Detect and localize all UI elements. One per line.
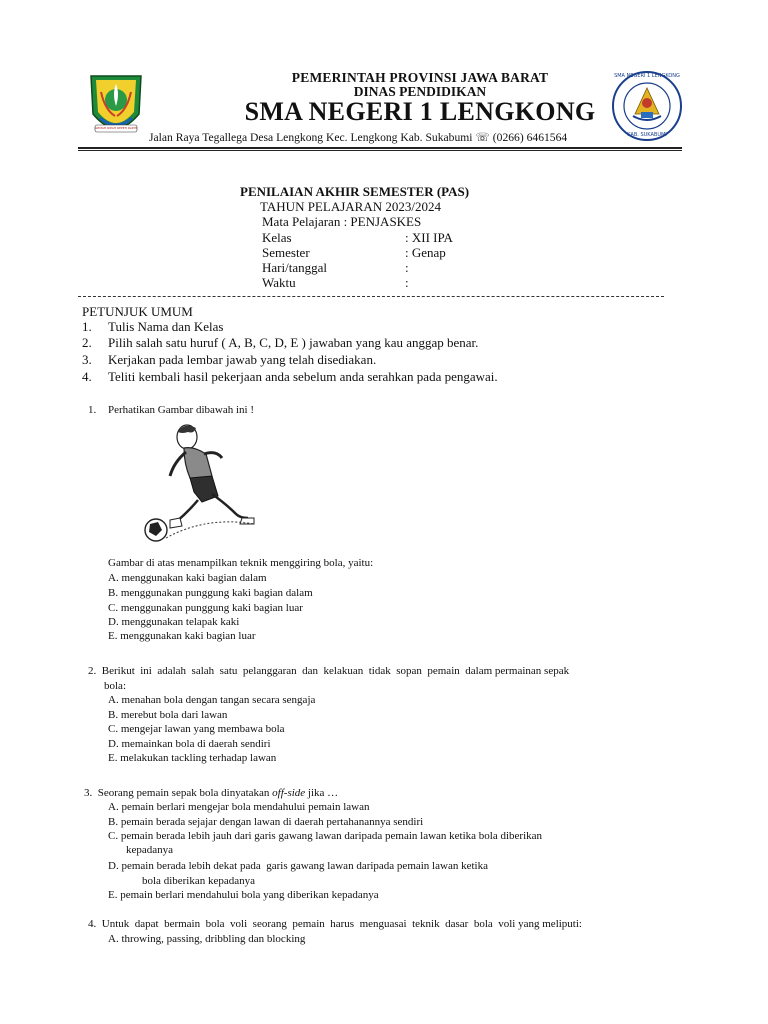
header-government: PEMERINTAH PROVINSI JAWA BARAT bbox=[291, 70, 549, 85]
q2-option-c[interactable]: C. mengejar lawan yang membawa bola bbox=[108, 723, 285, 735]
q1-option-c[interactable]: C. menggunakan punggung kaki bagian luar bbox=[108, 602, 303, 614]
q3-option-c[interactable]: C. pemain berada lebih jauh dari garis gawang lawan daripada pemain lawan ketika bola diberikan bbox=[108, 830, 543, 842]
q1-number: 1. bbox=[88, 404, 97, 416]
q4-prompt: 4. Untuk dapat bermain bola voli seorang pemain harus menguasai teknik dasar bola voli yang meliputi: bbox=[88, 918, 582, 930]
instruction-number: 4. bbox=[82, 369, 92, 384]
header-rule-thin bbox=[78, 150, 682, 151]
instruction-text: Pilih salah satu huruf ( A, B, C, D, E ) jawaban yang kau anggap benar. bbox=[108, 335, 479, 350]
exam-title: PENILAIAN AKHIR SEMESTER (PAS) bbox=[240, 184, 470, 199]
class-value: : XII IPA bbox=[405, 230, 453, 245]
q2-option-e[interactable]: E. melakukan tackling terhadap lawan bbox=[108, 752, 277, 764]
instruction-number: 1. bbox=[82, 319, 92, 334]
province-logo-motto: GEMAH RIPAH REPEH RAPIH bbox=[95, 126, 137, 130]
instruction-text: Kerjakan pada lembar jawab yang telah disediakan. bbox=[108, 352, 377, 367]
q3-option-d-cont: bola diberikan kepadanya bbox=[142, 875, 256, 887]
school-logo-ring-top: SMA NEGERI 1 LENGKONG bbox=[614, 73, 680, 79]
soccer-dribbling-illustration bbox=[136, 420, 266, 546]
q3-prompt bbox=[84, 787, 338, 799]
time-value: : bbox=[405, 275, 409, 290]
q2-option-d[interactable]: D. memainkan bola di daerah sendiri bbox=[108, 738, 271, 750]
q4-option-a[interactable]: A. throwing, passing, dribbling dan blocking bbox=[108, 933, 306, 945]
q1-option-e[interactable]: E. menggunakan kaki bagian luar bbox=[108, 630, 256, 642]
class-label: Kelas bbox=[262, 230, 292, 245]
academic-year: TAHUN PELAJARAN 2023/2024 bbox=[260, 199, 441, 214]
school-logo bbox=[611, 70, 683, 142]
q2-prompt-cont: bola: bbox=[104, 680, 126, 692]
q3-prompt-post: jika … bbox=[305, 787, 339, 799]
instruction-number: 3. bbox=[82, 352, 92, 367]
instruction-text: Teliti kembali hasil pekerjaan anda sebelum anda serahkan pada pengawai. bbox=[108, 369, 498, 384]
subject-line: Mata Pelajaran : PENJASKES bbox=[262, 214, 422, 229]
q1-stem: Gambar di atas menampilkan teknik menggiring bola, yaitu: bbox=[108, 557, 374, 569]
date-label: Hari/tanggal bbox=[262, 260, 327, 275]
q3-prompt-pre: 3. Seorang pemain sepak bola dinyatakan bbox=[84, 787, 273, 799]
date-value: : bbox=[405, 260, 409, 275]
header-department: DINAS PENDIDIKAN bbox=[353, 84, 487, 99]
dashed-divider bbox=[78, 296, 664, 297]
q2-option-a[interactable]: A. menahan bola dengan tangan secara sengaja bbox=[108, 694, 316, 706]
q3-option-e[interactable]: E. pemain berlari mendahului bola yang diberikan kepadanya bbox=[108, 889, 379, 901]
school-address: Jalan Raya Tegallega Desa Lengkong Kec. Lengkong Kab. Sukabumi ☏ (0266) 6461564 bbox=[149, 131, 568, 144]
time-label: Waktu bbox=[262, 275, 296, 290]
q3-option-c-cont: kepadanya bbox=[126, 844, 174, 856]
q1-option-b[interactable]: B. menggunakan punggung kaki bagian dalam bbox=[108, 587, 313, 599]
header-rule bbox=[78, 147, 682, 149]
q2-prompt: 2. Berikut ini adalah salah satu pelanggaran dan kelakuan tidak sopan pemain dalam permainan sepak bbox=[88, 665, 570, 677]
q3-prompt-offside: off-side bbox=[272, 787, 306, 799]
instruction-number: 2. bbox=[82, 335, 92, 350]
q1-prompt: Perhatikan Gambar dibawah ini ! bbox=[108, 404, 255, 416]
q1-option-a[interactable]: A. menggunakan kaki bagian dalam bbox=[108, 572, 267, 584]
q1-option-d[interactable]: D. menggunakan telapak kaki bbox=[108, 616, 240, 628]
school-name: SMA NEGERI 1 LENGKONG bbox=[244, 97, 596, 126]
instruction-text: Tulis Nama dan Kelas bbox=[108, 319, 224, 334]
q2-option-b[interactable]: B. merebut bola dari lawan bbox=[108, 709, 228, 721]
q3-option-d[interactable]: D. pemain berada lebih dekat pada garis gawang lawan daripada pemain lawan ketika bbox=[108, 860, 488, 872]
q3-option-b[interactable]: B. pemain berada sejajar dengan lawan di daerah pertahanannya sendiri bbox=[108, 816, 424, 828]
q3-option-a[interactable]: A. pemain berlari mengejar bola mendahului pemain lawan bbox=[108, 801, 370, 813]
instructions-heading: PETUNJUK UMUM bbox=[82, 304, 193, 319]
semester-label: Semester bbox=[262, 245, 310, 260]
semester-value: : Genap bbox=[405, 245, 446, 260]
province-logo bbox=[87, 70, 145, 142]
school-logo-ring-bottom: KAB. SUKABUMI bbox=[627, 132, 667, 138]
